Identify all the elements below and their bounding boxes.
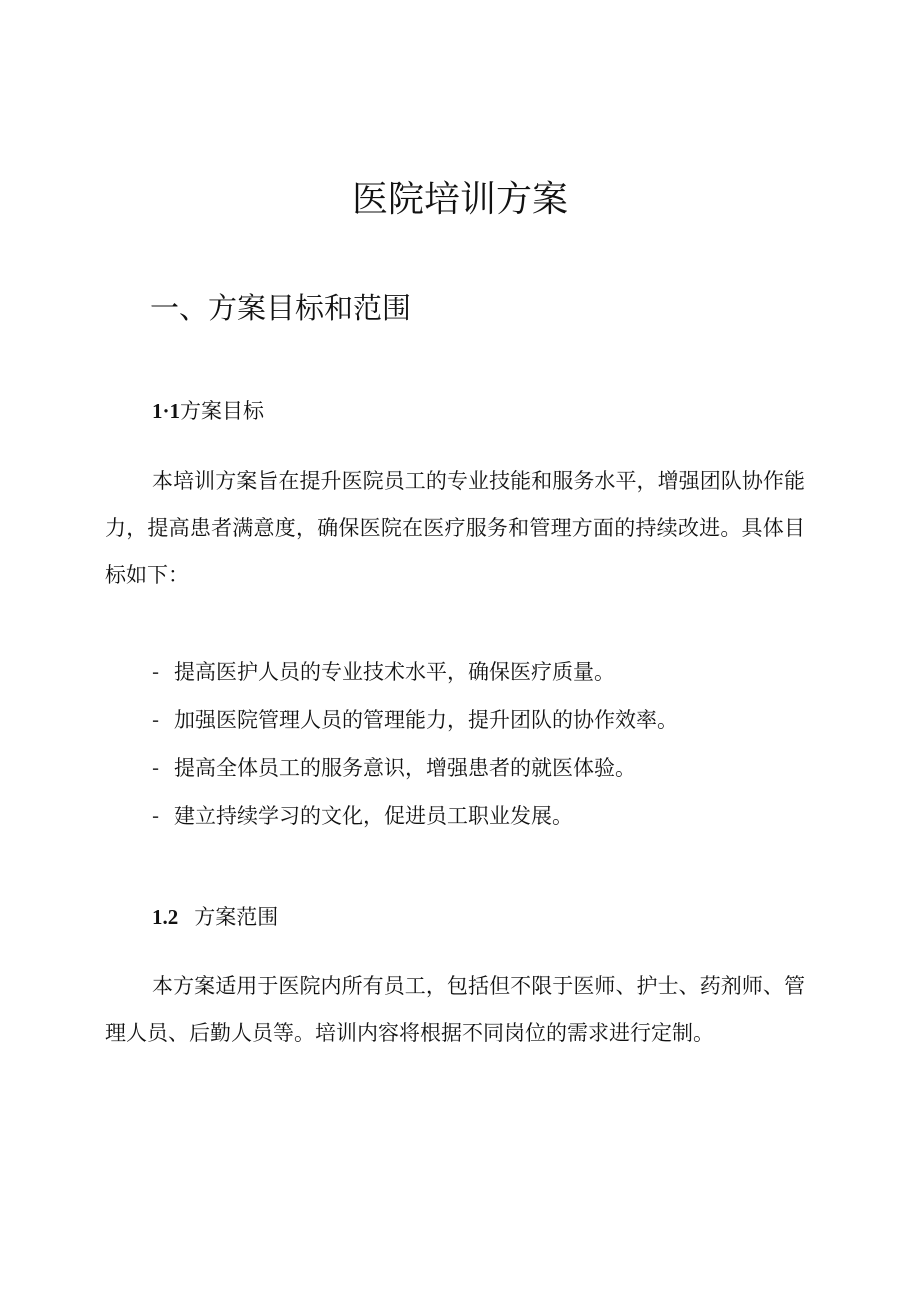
- subsection-number: 1·1: [152, 399, 181, 423]
- section-heading: 一、方案目标和范围: [150, 291, 412, 325]
- scope-paragraph: 本方案适用于医院内所有员工，包括但不限于医师、护士、药剂师、管理人员、后勤人员等。培训内容将根据不同岗位的需求进行定制。: [105, 974, 805, 1045]
- list-item-text: 加强医院管理人员的管理能力，提升团队的协作效率。: [174, 708, 678, 732]
- subsection-title: 方案范围: [194, 905, 279, 929]
- subsection-heading-1-1: [152, 395, 264, 427]
- dash-marker: -: [152, 804, 160, 828]
- goal-list: [152, 648, 678, 840]
- list-item: [152, 648, 678, 696]
- list-item: [152, 696, 678, 744]
- list-item-text: 提高医护人员的专业技术水平，确保医疗质量。: [174, 660, 615, 684]
- subsection-heading-1-2: [152, 901, 278, 933]
- list-item-text: 提高全体员工的服务意识，增强患者的就医体验。: [174, 756, 636, 780]
- list-item-text: 建立持续学习的文化，促进员工职业发展。: [174, 804, 573, 828]
- dash-marker: -: [152, 756, 160, 780]
- list-item: [152, 792, 678, 840]
- subsection-title: 方案目标: [180, 399, 265, 423]
- subsection-number: 1.2: [152, 905, 179, 929]
- dash-marker: -: [152, 660, 160, 684]
- dash-marker: -: [152, 708, 160, 732]
- goal-paragraph: 本培训方案旨在提升医院员工的专业技能和服务水平，增强团队协作能力，提高患者满意度，确保医院在医疗服务和管理方面的持续改进。具体目标如下：: [105, 469, 805, 587]
- document-title: 医院培训方案: [351, 179, 568, 220]
- list-item: [152, 744, 678, 792]
